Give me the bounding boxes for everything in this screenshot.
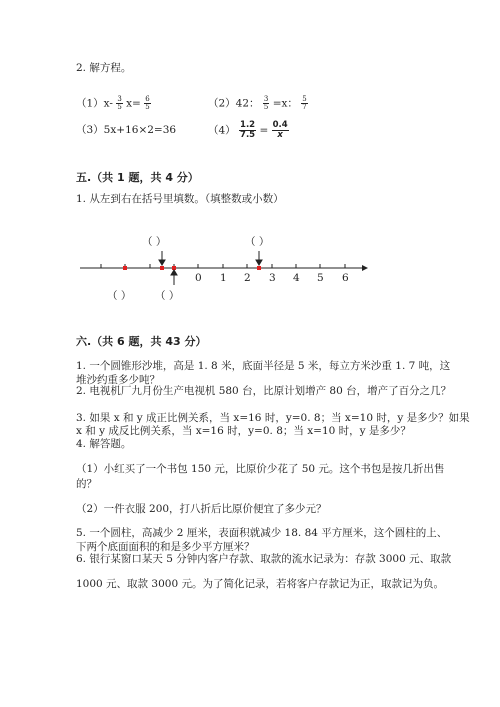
fraction: $\frac{3}{5}$ xyxy=(263,95,269,111)
question-6-1-line2: 堆沙约重多少吨？ xyxy=(76,374,160,386)
fraction: $\frac{5}{7}$ xyxy=(302,95,307,111)
fraction: $\frac{0.4}{x}$ xyxy=(272,120,288,140)
question-6-4-1-line2: 的？ xyxy=(76,478,97,490)
answer-blank[interactable]: （ ） xyxy=(155,290,180,302)
equals-sign: = xyxy=(259,124,269,137)
question-6-4-1-line1: （1）小红买了一个书包 150 元，比原价少花了 50 元。这个书包是按几折出售 xyxy=(76,463,445,475)
up-arrow-icon xyxy=(171,270,177,275)
arrow-head-icon xyxy=(362,265,368,271)
section-5-heading: 五.（共 1 题，共 4 分） xyxy=(76,171,199,184)
section-6-heading: 六.（共 6 题，共 43 分） xyxy=(76,335,207,348)
question-6-1-line1: 1. 一个圆锥形沙堆，高是 1. 8 米，底面半径是 5 米，每立方米沙重 1. 7 吨，这 xyxy=(76,360,451,372)
fraction: $\frac{6}{5}$ xyxy=(145,95,150,111)
fraction: $\frac{1.2}{7.5}$ xyxy=(240,120,256,140)
question-6-5-line2: 下两个底面面积的和是多少平方厘米？ xyxy=(76,541,255,553)
answer-blank[interactable]: （ ） xyxy=(245,236,270,248)
question-6-5-line1: 5. 一个圆柱，高减少 2 厘米，表面积就减少 18. 84 平方厘米，这个圆柱的上、 xyxy=(76,527,448,539)
question-6-3-line2: x 和 y 成反比例关系，当 x=16 时，y=0. 8；当 x=10 时，y 是多少？ xyxy=(76,425,411,437)
red-marker xyxy=(160,266,164,270)
down-arrow-icon xyxy=(159,260,165,265)
tick-label: 3 xyxy=(269,272,276,284)
question-6-3-line1: 3. 如果 x 和 y 成正比例关系，当 x=16 时，y=0. 8；当 x=10 时，y 是多少？如果 xyxy=(76,412,470,424)
fraction: $\frac{3}{5}$ xyxy=(117,95,122,111)
tick-label: 0 xyxy=(195,272,202,284)
tick-label: 6 xyxy=(342,272,349,284)
equation-1-mid: x= xyxy=(126,97,141,110)
question-6-4-2: （2）一件衣服 200，打八折后比原价便宜了多少元？ xyxy=(76,503,327,515)
equation-4-label: （4） xyxy=(208,124,236,137)
answer-blank[interactable]: （ ） xyxy=(142,236,167,248)
red-marker xyxy=(257,266,261,270)
question-5-1: 1. 从左到右在括号里填数。（填整数或小数） xyxy=(76,193,284,205)
question-6-6-line1: 6. 银行某窗口某天 5 分钟内客户存款、取款的流水记录为：存款 3000 元、取款 xyxy=(76,553,452,565)
question-6-4: 4. 解答题。 xyxy=(76,438,132,450)
question-6-6-line2: 1000 元、取款 3000 元。为了简化记录，若将客户存款记为正，取款记为负。 xyxy=(76,578,444,590)
tick-marks xyxy=(101,264,345,268)
equation-3: （3）5x+16×2=36 xyxy=(76,124,177,136)
tick-label: 4 xyxy=(293,272,300,284)
equation-2-mid: =x： xyxy=(272,97,298,110)
question-6-2: 2. 电视机厂九月份生产电视机 580 台，比原计划增产 80 台，增产了百分之几？ xyxy=(76,385,452,397)
red-marker xyxy=(123,266,127,270)
down-arrow-icon xyxy=(256,260,262,265)
tick-label: 5 xyxy=(317,272,324,284)
equation-2-label: （2）42： xyxy=(208,97,260,110)
answer-blank[interactable]: （ ） xyxy=(107,290,132,302)
tick-label: 1 xyxy=(220,272,227,284)
question-solve-equations: 2. 解方程。 xyxy=(76,62,132,74)
equation-1-label: （1）x- xyxy=(76,97,113,110)
tick-label: 2 xyxy=(244,272,251,284)
